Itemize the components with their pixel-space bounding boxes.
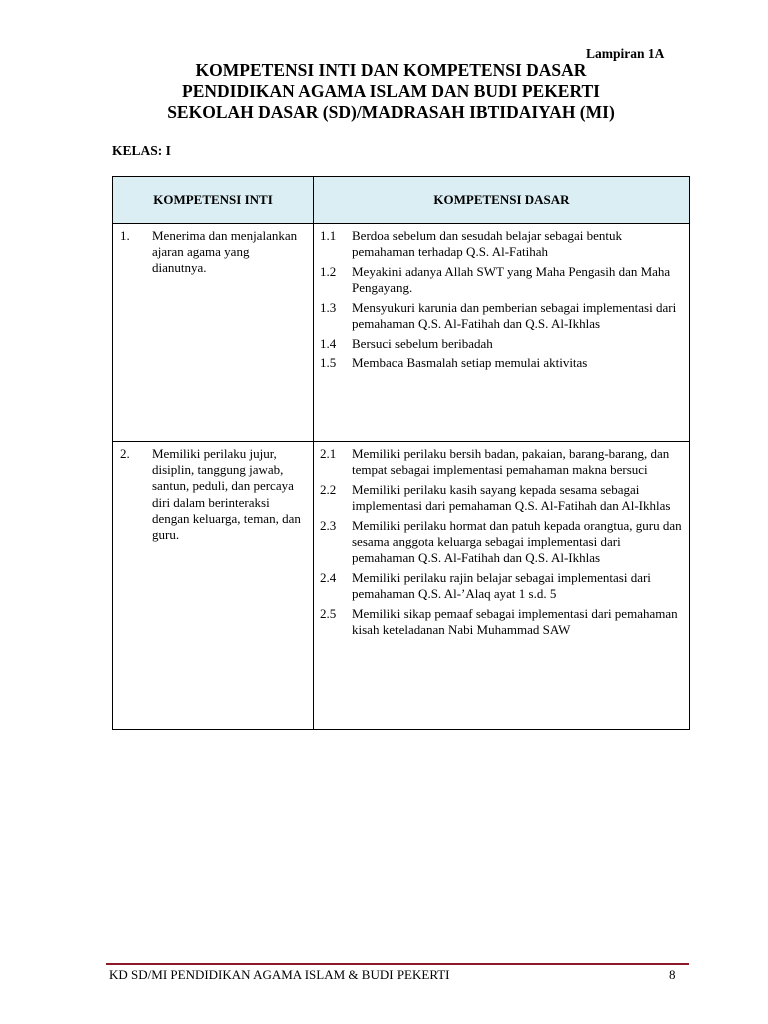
kd-item xyxy=(320,228,685,260)
ki-cell xyxy=(113,442,314,730)
page-number: 8 xyxy=(669,967,676,982)
kd-item xyxy=(320,300,685,332)
kd-cell xyxy=(314,224,690,442)
header-kompetensi-dasar: KOMPETENSI DASAR xyxy=(314,177,690,224)
kd-text: Memiliki perilaku rajin belajar sebagai implementasi dari pemahaman Q.S. Al-’Alaq ayat 1 s.d. 5 xyxy=(352,569,651,602)
kd-number: 1.3 xyxy=(320,299,337,315)
ki-text: Memiliki perilaku jujur, disiplin, tanggung jawab, santun, peduli, dan percaya diri dalam berinteraksi dengan keluarga, teman, dan guru. xyxy=(152,446,301,543)
kd-text: Mensyukuri karunia dan pemberian sebagai implementasi dari pemahaman Q.S. Al-Fatihah dan Q.S. Al-Ikhlas xyxy=(352,299,677,332)
kd-cell xyxy=(314,442,690,730)
kd-number: 2.1 xyxy=(320,446,337,461)
kd-number: 2.3 xyxy=(320,517,337,533)
kd-number: 1.5 xyxy=(320,355,337,371)
kd-item xyxy=(320,446,685,478)
title-line-2: PENDIDIKAN AGAMA ISLAM DAN BUDI PEKERTI xyxy=(182,81,600,101)
kd-text: Bersuci sebelum beribadah xyxy=(352,335,493,351)
title-line-3: SEKOLAH DASAR (SD)/MADRASAH IBTIDAIYAH (MI) xyxy=(167,102,615,122)
document-title xyxy=(0,60,768,123)
competency-table xyxy=(112,176,690,730)
kd-number: 1.2 xyxy=(320,263,337,279)
kd-item xyxy=(320,570,685,602)
table-header-row xyxy=(113,177,690,224)
appendix-label: Lampiran 1A xyxy=(586,46,665,61)
ki-cell xyxy=(113,224,314,442)
kd-number: 2.4 xyxy=(320,569,337,585)
header-kompetensi-inti: KOMPETENSI INTI xyxy=(113,177,314,224)
kd-number: 1.1 xyxy=(320,228,337,243)
kd-text: Memiliki sikap pemaaf sebagai implementasi dari pemahaman kisah keteladanan Nabi Muhammad SAW xyxy=(352,605,678,638)
footer-title: KD SD/MI PENDIDIKAN AGAMA ISLAM & BUDI PEKERTI xyxy=(109,967,450,982)
kd-number: 2.2 xyxy=(320,481,337,497)
table-row xyxy=(113,224,690,442)
kd-item xyxy=(320,518,685,567)
kd-item xyxy=(320,606,685,638)
kd-item xyxy=(320,336,685,352)
class-label: KELAS: I xyxy=(112,143,171,158)
title-line-1: KOMPETENSI INTI DAN KOMPETENSI DASAR xyxy=(195,60,587,80)
table-row xyxy=(113,442,690,730)
kd-text: Memiliki perilaku bersih badan, pakaian, barang-barang, dan tempat sebagai implementasi pemahaman makna bersuci xyxy=(352,446,670,478)
kd-text: Membaca Basmalah setiap memulai aktivitas xyxy=(352,355,588,371)
kd-item xyxy=(320,355,685,371)
kd-item xyxy=(320,482,685,514)
kd-text: Memiliki perilaku hormat dan patuh kepada orangtua, guru dan sesama anggota keluarga sebagai implementasi dari pemahaman Q.S. Al-Fatihah dan Q.S. Al-Ikhlas xyxy=(352,517,682,566)
kd-item xyxy=(320,264,685,296)
ki-number: 1. xyxy=(120,228,130,243)
kd-text: Memiliki perilaku kasih sayang kepada sesama sebagai implementasi dari pemahaman Q.S. Al-Fatihah dan Al-Ikhlas xyxy=(352,481,671,514)
ki-text: Menerima dan menjalankan ajaran agama yang dianutnya. xyxy=(152,228,298,276)
kd-text: Berdoa sebelum dan sesudah belajar sebagai bentuk pemahaman terhadap Q.S. Al-Fatihah xyxy=(352,228,623,260)
footer-rule xyxy=(106,963,689,965)
kd-number: 1.4 xyxy=(320,335,337,351)
ki-number: 2. xyxy=(120,446,130,461)
kd-number: 2.5 xyxy=(320,605,337,621)
kd-text: Meyakini adanya Allah SWT yang Maha Pengasih dan Maha Pengayang. xyxy=(352,263,671,296)
